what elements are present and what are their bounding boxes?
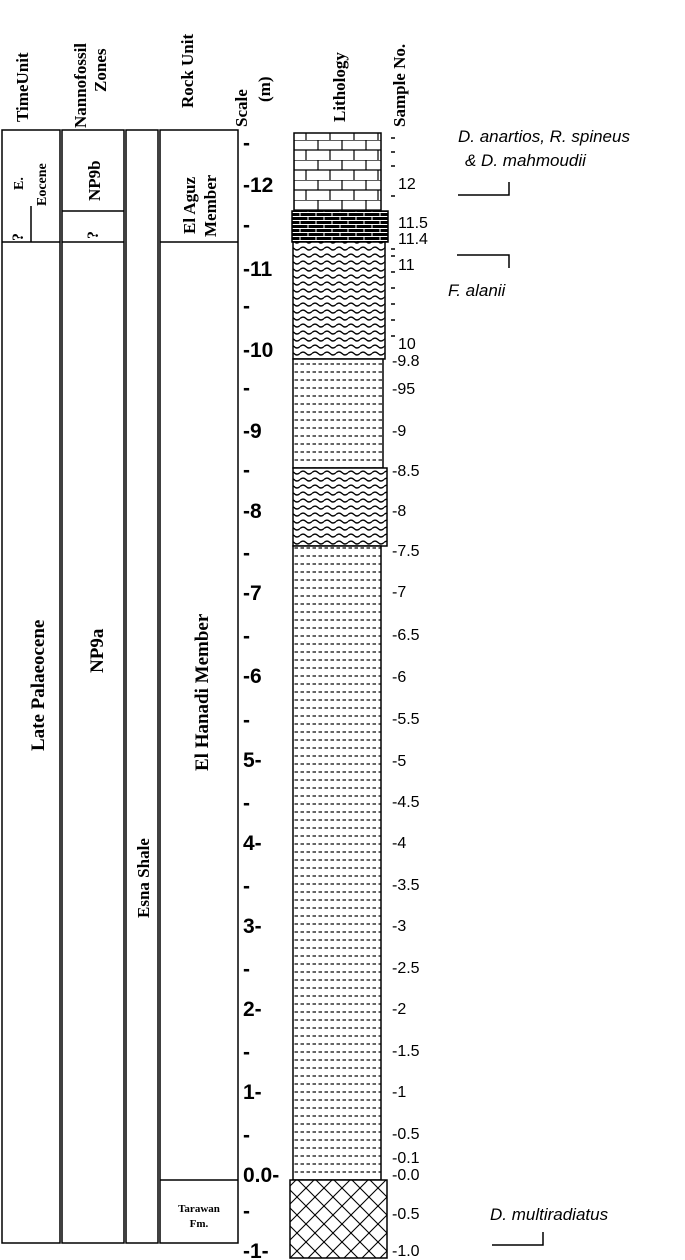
scale-dash: -: [243, 1200, 250, 1223]
sample-label: -7.5: [392, 543, 420, 560]
sample-label: 11: [398, 257, 415, 274]
lithology-limestone: [294, 133, 381, 211]
scale-dash: -: [243, 1124, 250, 1147]
lithology-dotted-shale: [293, 359, 383, 468]
rock-unit-el-aguz-line2: Member: [201, 174, 220, 237]
sample-label: -0.5: [392, 1206, 420, 1223]
sample-label: 10: [398, 336, 416, 353]
sample-tick-marks: [391, 138, 395, 336]
sample-label: -9: [392, 423, 407, 440]
rock-unit-columns: [126, 130, 238, 1243]
sample-label: -9.8: [392, 353, 420, 370]
sample-label: -7: [392, 584, 407, 601]
scale-label: -12: [243, 174, 274, 197]
time-unit-eocene-line2: Eocene: [35, 163, 50, 206]
marker-top-species: D. anartios, R. spineus: [458, 127, 630, 146]
header-scale-unit: (m): [255, 76, 274, 102]
header-time-unit: TimeUnit: [13, 52, 32, 122]
scale-dash: -: [243, 958, 250, 981]
scale-label: -1-: [243, 1240, 269, 1260]
lithology-dark-limestone-band: [292, 211, 388, 242]
scale-dash: -: [243, 1041, 250, 1064]
rock-unit-tarawan-line2: Fm.: [189, 1218, 209, 1230]
sample-label: -0.0: [392, 1167, 420, 1184]
rock-unit-tarawan-line1: Tarawan: [178, 1203, 220, 1215]
sample-label: -5.5: [392, 711, 420, 728]
scale-label: -8: [243, 500, 262, 523]
header-nannofossil-line2: Zones: [91, 48, 110, 92]
scale-dash: -: [243, 459, 250, 482]
sample-label: -8.5: [392, 463, 420, 480]
scale-dash: -: [243, 709, 250, 732]
sample-label: -1: [392, 1084, 407, 1101]
sample-label: -6: [392, 669, 407, 686]
header-lithology: Lithology: [330, 52, 349, 122]
marker-f-alanii: F. alanii: [448, 281, 506, 300]
scale-dash: -: [243, 875, 250, 898]
sample-label: -3: [392, 918, 407, 935]
marker-top-bracket: [458, 182, 509, 195]
scale-dash: -: [243, 295, 250, 318]
sample-label: -3.5: [392, 877, 420, 894]
nannofossil-zone-column: [62, 130, 124, 1243]
scale-dash: -: [243, 625, 250, 648]
zone-np9b: NP9b: [85, 160, 104, 201]
marker-d-multiradiatus: D. multiradiatus: [490, 1205, 609, 1224]
marker-middle-bracket: [457, 255, 509, 268]
scale-label: 0.0-: [243, 1164, 280, 1187]
scale-label: 1-: [243, 1081, 262, 1104]
marker-top-species-cont: & D. mahmoudii: [465, 151, 586, 170]
scale-label: 5-: [243, 749, 262, 772]
sample-label: -0.5: [392, 1126, 420, 1143]
time-unit-eocene-line1: E.: [12, 177, 27, 190]
sample-label: -2.5: [392, 960, 420, 977]
lithology-wavy-shale: [293, 468, 387, 546]
zone-uncertain: ?: [85, 231, 102, 239]
scale-dash: -: [243, 132, 250, 155]
lithology-crosshatched-limestone: [290, 1180, 387, 1258]
rock-unit-el-aguz-line1: El Aguz: [180, 176, 199, 234]
scale-dash: -: [243, 792, 250, 815]
sample-label: -8: [392, 503, 407, 520]
time-unit-late-palaeocene: Late Palaeocene: [28, 619, 49, 751]
lithology-dotted-shale: [293, 546, 381, 1180]
scale-dash: -: [243, 542, 250, 565]
header-scale: Scale: [232, 89, 251, 127]
sample-label: -95: [392, 381, 416, 398]
sample-label: -4.5: [392, 794, 420, 811]
header-nannofossil-line1: Nannofossil: [71, 42, 90, 128]
scale-dash: -: [243, 214, 250, 237]
scale-label: -9: [243, 420, 262, 443]
sample-label: -4: [392, 835, 407, 852]
marker-bottom-bracket: [492, 1232, 543, 1245]
scale-label: 2-: [243, 998, 262, 1021]
sample-label: -5: [392, 753, 407, 770]
scale-dash: -: [243, 377, 250, 400]
scale-label: -7: [243, 582, 262, 605]
header-sample-no: Sample No.: [390, 43, 409, 127]
scale-label: -11: [243, 258, 273, 281]
rock-unit-el-hanadi: El Hanadi Member: [192, 613, 213, 771]
sample-label: -0.1: [392, 1150, 420, 1167]
sample-label: 11.5: [398, 215, 428, 232]
lithology-wavy-shale: [293, 242, 385, 359]
scale-label: 3-: [243, 915, 262, 938]
scale-label: -6: [243, 665, 262, 688]
sample-label: -1.5: [392, 1043, 420, 1060]
time-unit-uncertain: ?: [10, 233, 27, 241]
rock-unit-esna-shale: Esna Shale: [134, 838, 153, 918]
header-rock-unit: Rock Unit: [178, 33, 197, 108]
sample-label: 12: [398, 176, 416, 193]
zone-np9a: NP9a: [87, 628, 108, 673]
sample-label: 11.4: [398, 231, 428, 248]
scale-label: 4-: [243, 832, 262, 855]
scale-label: -10: [243, 339, 274, 362]
sample-label: -6.5: [392, 627, 420, 644]
sample-label: -1.0: [392, 1243, 420, 1260]
sample-label: -2: [392, 1001, 407, 1018]
